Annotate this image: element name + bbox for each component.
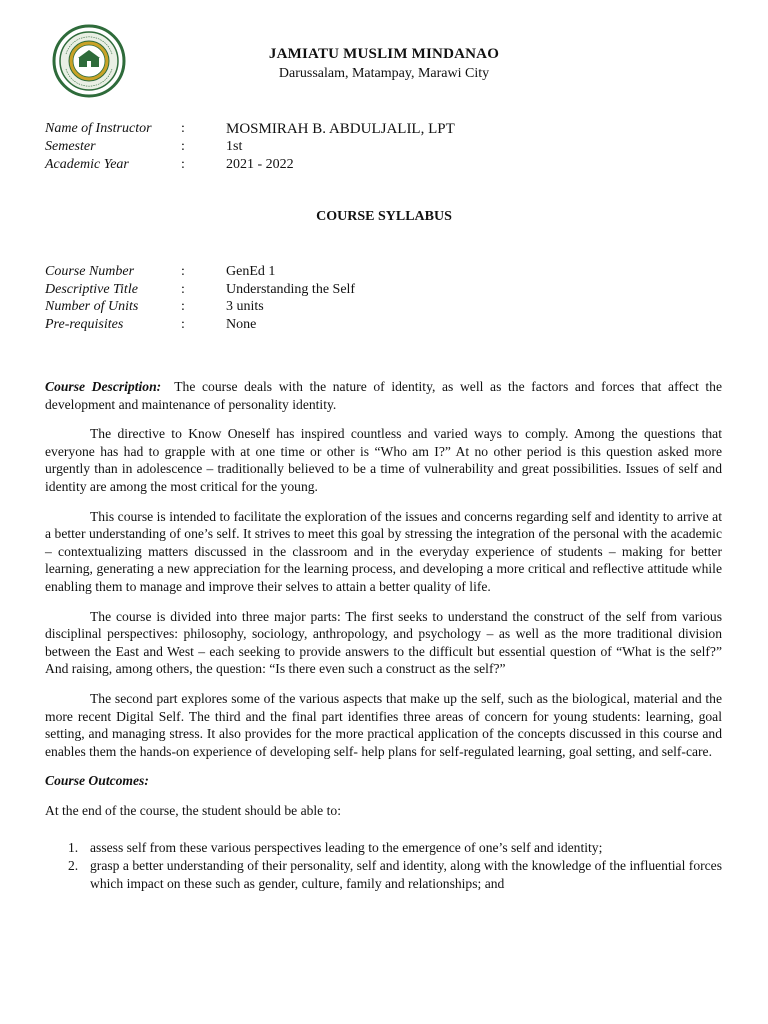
course-description-text: The course deals with the nature of identity, as well as the factors and forces that affect the development and maintenance of personality identity. xyxy=(45,379,722,412)
body-paragraph: The second part explores some of the various aspects that make up the self, such as the biological, material and the more recent Digital Self. The third and the final part identifies three areas of concern for young students: learning, goal setting, and managing stress. It also provides for the more practical application of the concepts discussed in this course and enables them the hands-on experience of developing self- help plans for self-regulated learning, goal setting, and self-care. xyxy=(45,690,722,759)
info-label: Academic Year xyxy=(45,157,129,172)
list-item-number: 2. xyxy=(68,858,79,874)
info-value: 1st xyxy=(226,139,243,154)
list-item-text: grasp a better understanding of their personality, self and identity, along with the knowledge of the influential forces which impact on these such as gender, culture, family and relationships; and xyxy=(90,858,722,891)
info-label: Number of Units xyxy=(45,299,139,314)
body-paragraph: The directive to Know Oneself has inspired countless and varied ways to comply. Among the questions that everyone has had to grapple with at one time or other is “Who am I?” At no other period is this question asked more urgently than in adolescence – traditionally believed to be a time of vulnerability and great possibilities. Issues of self and identity are among the most critical for the young. xyxy=(45,426,722,494)
course-description xyxy=(45,378,722,413)
info-colon: : xyxy=(181,139,185,154)
list-item xyxy=(45,839,722,857)
course-outcomes-intro: At the end of the course, the student should be able to: xyxy=(45,802,341,818)
syllabus-body xyxy=(45,378,722,892)
school-name: JAMIATU MUSLIM MINDANAO xyxy=(268,46,500,62)
info-value: 2021 - 2022 xyxy=(226,157,294,172)
course-description-label: Course Description: xyxy=(45,379,162,394)
school-address: Darussalam, Matampay, Marawi City xyxy=(278,66,490,81)
list-item-text: assess self from these various perspectives leading to the emergence of one’s self and identity; xyxy=(90,840,603,856)
info-value: 3 units xyxy=(226,299,264,314)
info-label: Semester xyxy=(45,139,96,154)
list-item-number: 1. xyxy=(68,840,79,856)
info-colon: : xyxy=(181,282,185,297)
info-colon: : xyxy=(181,157,185,172)
info-label: Name of Instructor xyxy=(45,121,152,136)
course-outcomes-list xyxy=(45,839,722,892)
course-outcomes-heading: Course Outcomes: xyxy=(45,773,149,789)
info-colon: : xyxy=(181,264,185,279)
info-value: Understanding the Self xyxy=(226,282,356,297)
info-label: Descriptive Title xyxy=(45,282,138,297)
info-value: GenEd 1 xyxy=(226,264,276,279)
info-value: None xyxy=(226,317,257,332)
info-label: Course Number xyxy=(45,264,135,279)
info-colon: : xyxy=(181,121,185,136)
body-paragraph: This course is intended to facilitate the exploration of the issues and concerns regarding self and identity to arrive at a better understanding of one’s self. It strives to meet this goal by stressing the integration of the personal with the academic – contextualizing matters discussed in the classroom and in the everyday experience of students – making for better learning, generating a new appreciation for the learning process, and developing a more critical and reflective attitude while enabling them to manage and improve their selves to attain a better quality of life. xyxy=(45,508,722,594)
list-item xyxy=(45,857,722,892)
info-colon: : xyxy=(181,299,185,314)
info-value: MOSMIRAH B. ABDULJALIL, LPT xyxy=(226,121,455,137)
page-title: COURSE SYLLABUS xyxy=(316,209,452,224)
body-paragraph: The course is divided into three major parts: The first seeks to understand the construct of the self from various disciplinal perspectives: philosophy, sociology, anthropology, and psychology – as well as the more traditional division between the East and West – each seeking to provide answers to the difficult but essential question of “What is the self?” And raising, among others, the question: “Is there even such a construct as the self?” xyxy=(45,608,722,677)
info-label: Pre-requisites xyxy=(45,317,124,332)
info-colon: : xyxy=(181,317,185,332)
